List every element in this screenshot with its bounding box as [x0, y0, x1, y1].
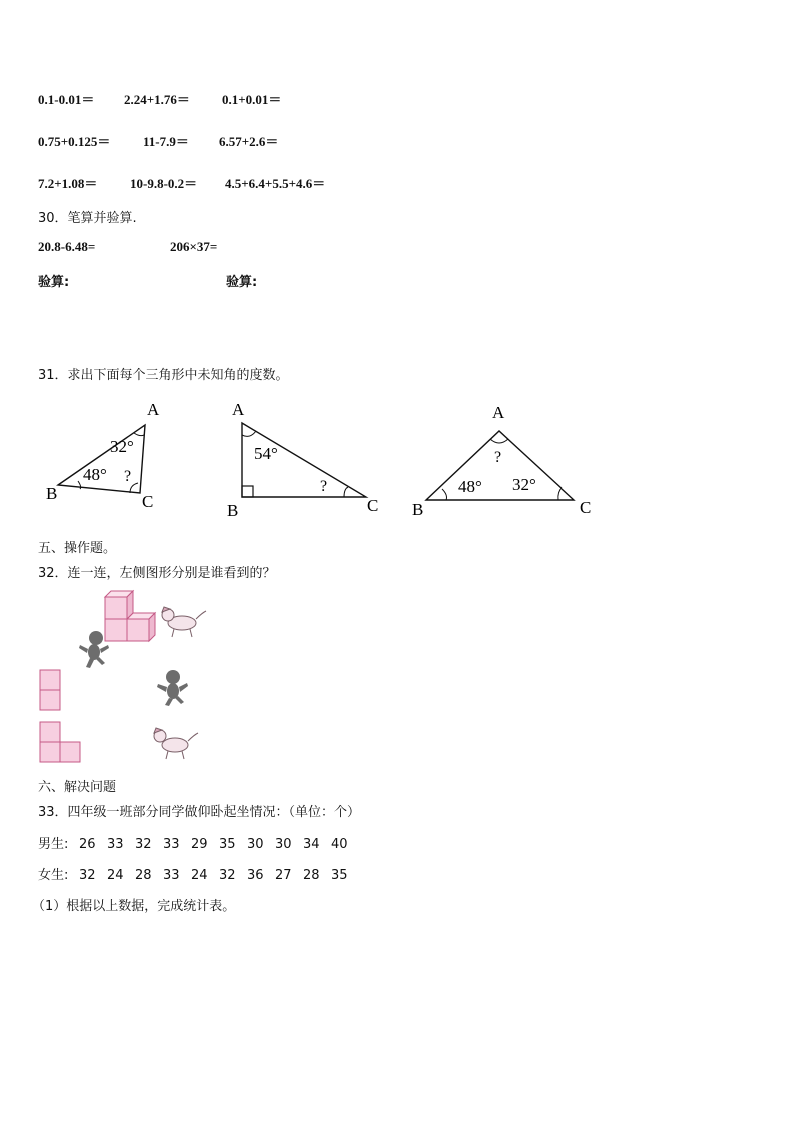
q33-subquestion-1: （1）根据以上数据，完成统计表。 — [32, 899, 236, 914]
data-value: 32 — [79, 868, 96, 883]
question-33-title: 33．四年级一班部分同学做仰卧起坐情况：（单位：个） — [38, 805, 361, 820]
calc-item: 6.57+2.6＝ — [219, 134, 279, 149]
data-value: 32 — [219, 868, 236, 883]
data-value: 35 — [219, 837, 236, 852]
data-value: 29 — [191, 837, 208, 852]
data-value: 33 — [163, 868, 180, 883]
dog-figure-icon — [154, 728, 198, 759]
data-value: 32 — [135, 837, 152, 852]
data-value: 36 — [247, 868, 264, 883]
unknown-angle-mark: ? — [320, 478, 328, 495]
data-value: 26 — [79, 837, 96, 852]
data-value: 33 — [163, 837, 180, 852]
label-c: C — [142, 492, 154, 511]
calc-item: 2.24+1.76＝ — [124, 92, 190, 107]
unknown-angle-mark: ? — [494, 449, 502, 466]
calc-item: 0.75+0.125＝ — [38, 134, 111, 149]
label-b: B — [227, 501, 239, 520]
cube-stack — [105, 591, 155, 641]
data-value: 24 — [191, 868, 208, 883]
label-b: B — [412, 500, 424, 519]
data-value: 40 — [331, 837, 348, 852]
angle-label: 32° — [110, 437, 134, 456]
data-value: 28 — [135, 868, 152, 883]
angle-label: 54° — [254, 444, 278, 463]
unknown-angle-mark: ? — [124, 468, 132, 485]
matching-figure — [30, 585, 230, 770]
q30-expr-2: 206×37= — [170, 239, 218, 254]
calc-item: 7.2+1.08＝ — [38, 176, 98, 191]
question-32-title: 32．连一连，左侧图形分别是谁看到的？ — [38, 566, 276, 581]
triangle-2 — [227, 400, 378, 520]
boys-label: 男生: — [38, 837, 69, 852]
q30-check-1: 验算: — [38, 275, 70, 290]
angle-label: 32° — [512, 475, 536, 494]
label-c: C — [580, 498, 592, 517]
view-shape-2 — [40, 722, 80, 762]
data-value: 33 — [107, 837, 124, 852]
q30-check-2: 验算: — [226, 275, 258, 290]
data-value: 28 — [303, 868, 320, 883]
calc-item: 10-9.8-0.2＝ — [130, 176, 198, 191]
label-c: C — [367, 496, 379, 515]
triangles-figure — [30, 395, 630, 525]
calc-item: 11-7.9＝ — [143, 134, 189, 149]
triangle-3 — [412, 403, 591, 519]
calc-item: 0.1-0.01＝ — [38, 92, 95, 107]
label-a: A — [492, 403, 505, 422]
boys-data-row — [38, 833, 359, 852]
section-5-heading: 五、操作题。 — [38, 541, 117, 556]
angle-label: 48° — [458, 477, 482, 496]
boy-figure-icon — [157, 670, 188, 706]
label-a: A — [147, 400, 160, 419]
girls-data-row — [38, 864, 359, 883]
data-value: 35 — [331, 868, 348, 883]
data-value: 30 — [247, 837, 264, 852]
question-31-title: 31．求出下面每个三角形中未知角的度数。 — [38, 368, 289, 383]
dog-figure-icon — [162, 607, 206, 637]
calc-item: 0.1+0.01＝ — [222, 92, 282, 107]
calc-item: 4.5+6.4+5.5+4.6＝ — [225, 176, 326, 191]
data-value: 27 — [275, 868, 292, 883]
label-a: A — [232, 400, 245, 419]
question-30-title: 30．笔算并验算. — [38, 211, 137, 226]
q30-expr-1: 20.8-6.48= — [38, 239, 96, 254]
angle-label: 48° — [83, 465, 107, 484]
girls-label: 女生: — [38, 868, 69, 883]
triangle-1 — [46, 400, 160, 511]
data-value: 24 — [107, 868, 124, 883]
label-b: B — [46, 484, 58, 503]
section-6-heading: 六、解决问题 — [38, 780, 117, 795]
data-value: 30 — [275, 837, 292, 852]
view-shape-1 — [40, 670, 60, 710]
data-value: 34 — [303, 837, 320, 852]
